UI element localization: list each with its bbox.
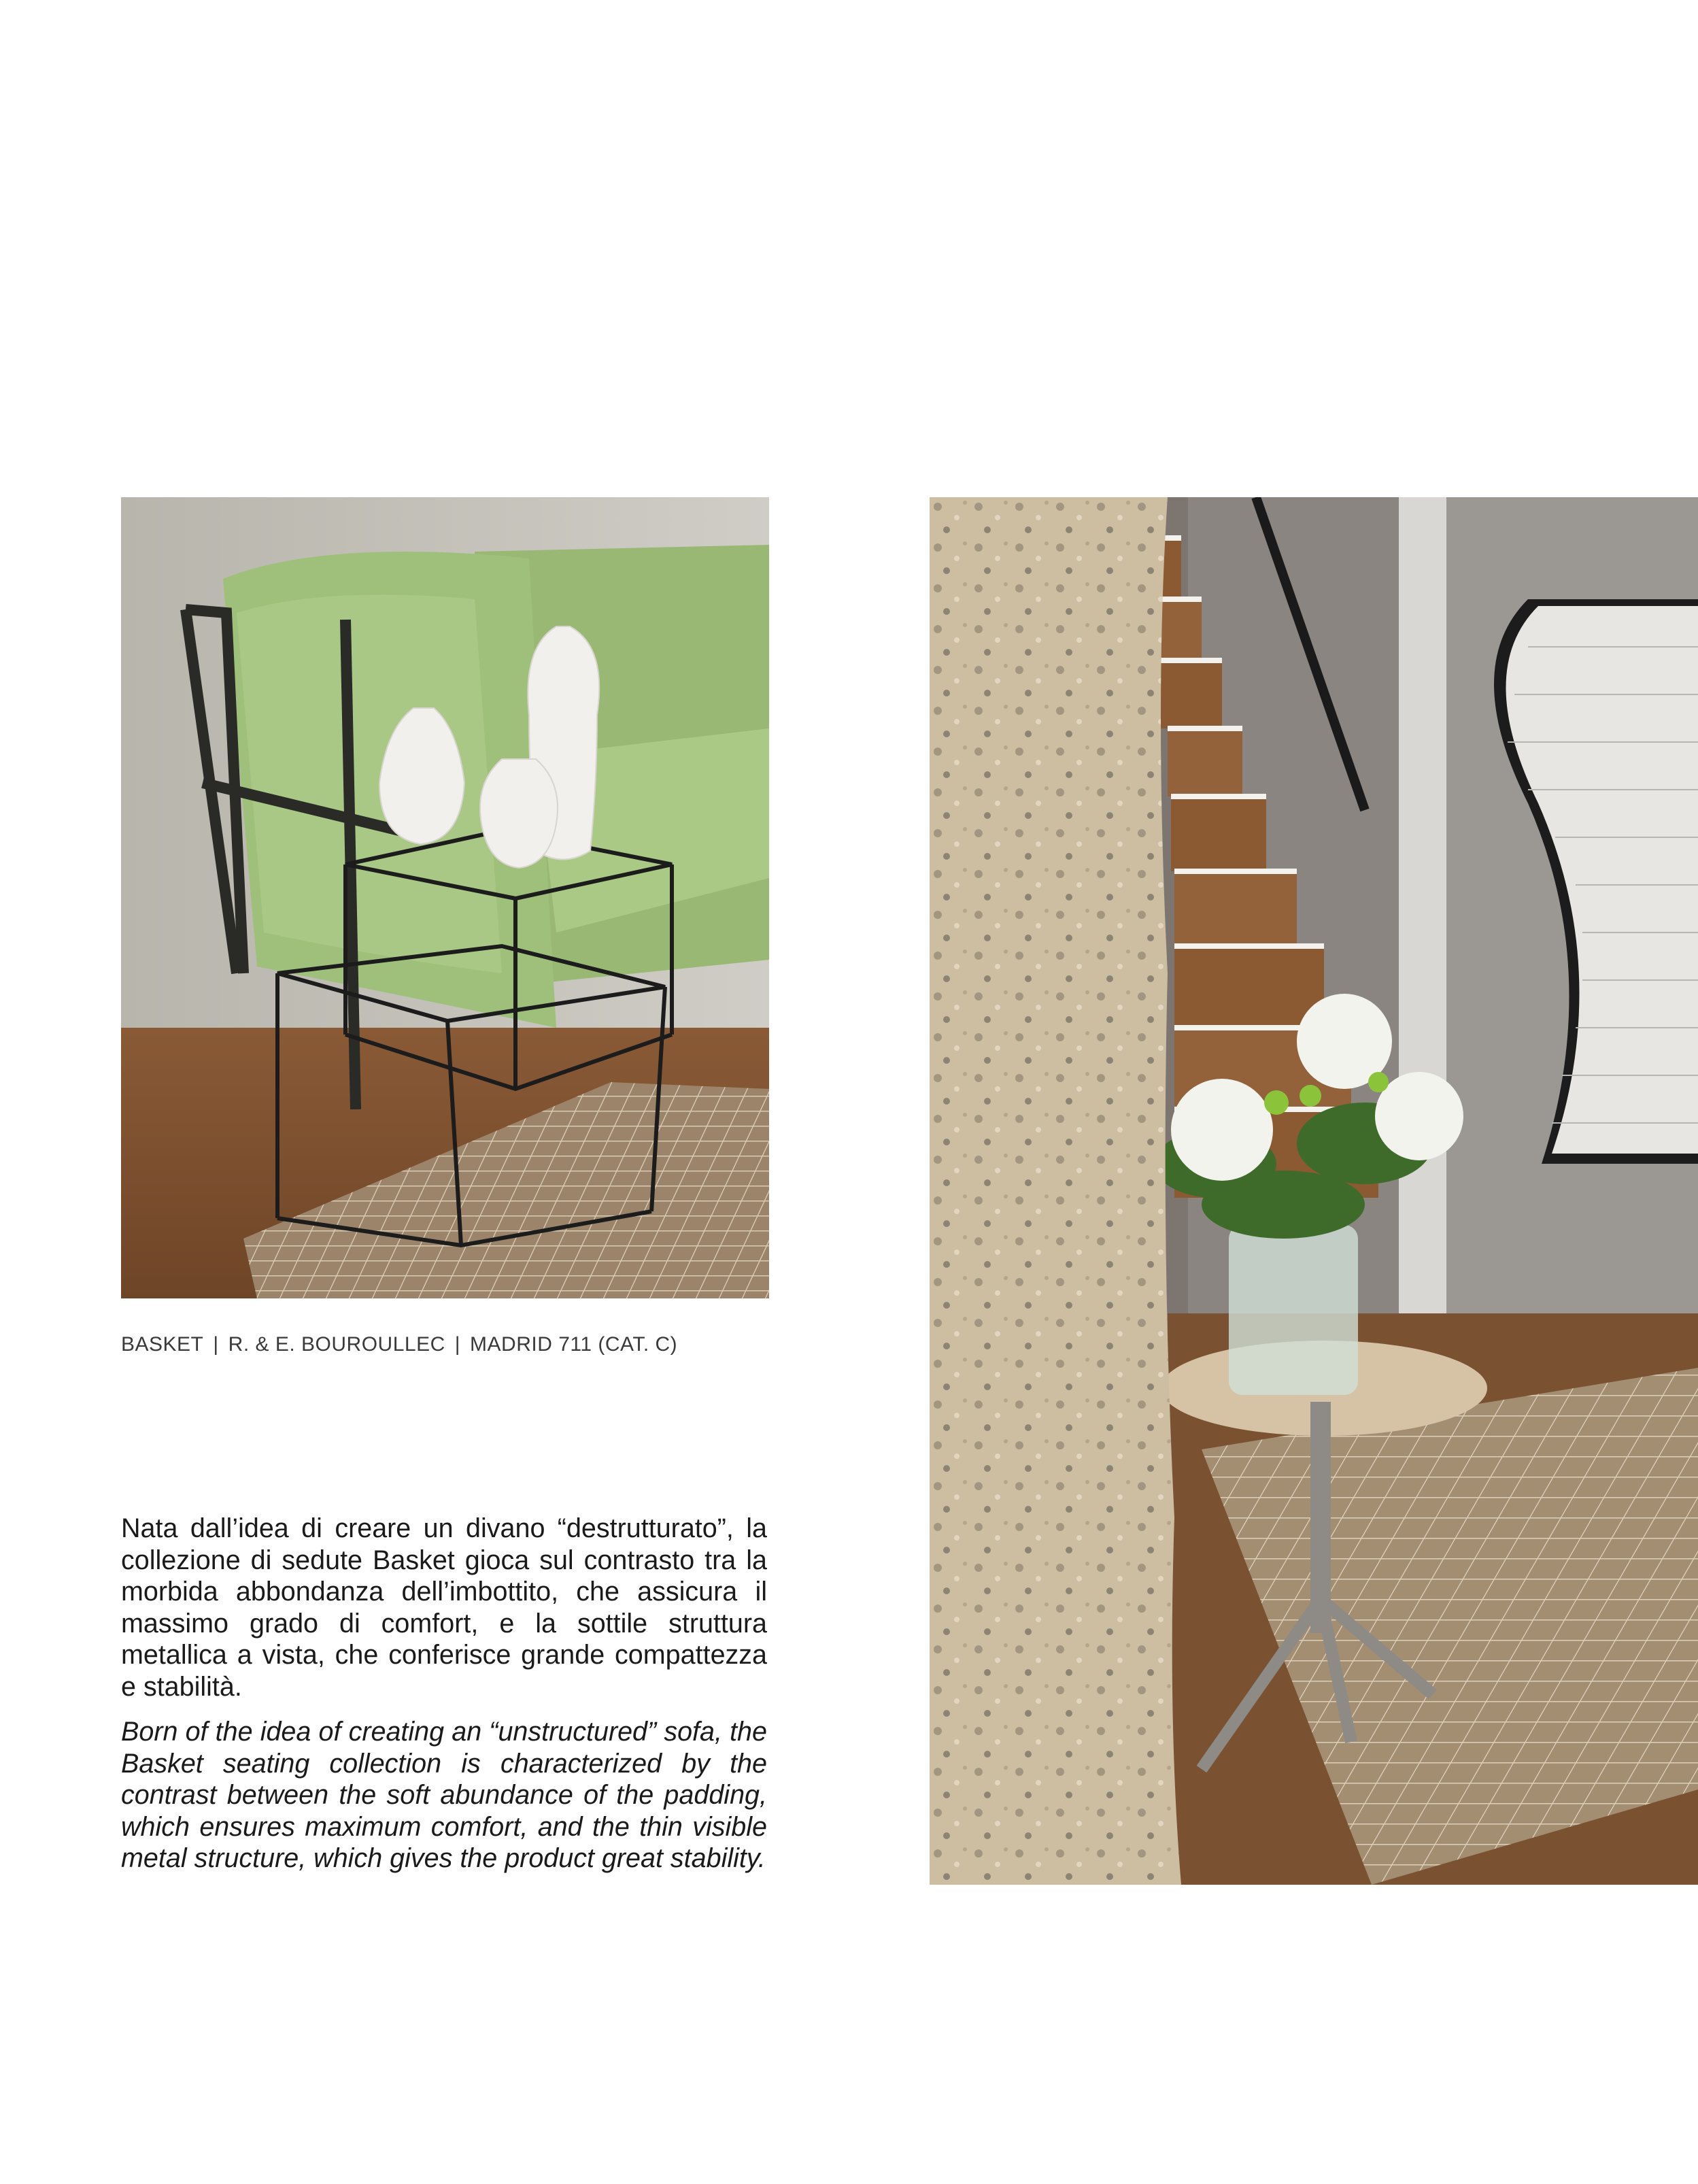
caption-product-name: BASKET [121,1333,204,1356]
caption-separator: | [213,1333,219,1356]
caption-separator: | [454,1333,461,1356]
photo-sofa-side-tables [121,497,769,1298]
description-english: Born of the idea of creating an “unstructured” sofa, the Basket seating collection is characterized by the contrast between the soft abundance of the padding, which ensures maximum comfort, and the thin visible metal structure, which gives the product great stability. [121,1717,767,1873]
sofa-photo-illustration [121,497,769,1298]
photo-interior-staircase [930,497,1698,1885]
interior-photo-illustration [930,497,1698,1885]
product-caption [121,1333,801,1356]
caption-fabric: MADRID 711 (CAT. C) [470,1333,678,1356]
description-italian: Nata dall’idea di creare un divano “destrutturato”, la collezione di sedute Basket gioca sul contrasto tra la morbida abbondanza dell’imbottito, che assicura il massimo grado di comfort, e la sottile struttura metallica a vista, che conferisce grande compattezza e stabilità. [121,1513,767,1702]
caption-designer: R. & E. BOUROULLEC [228,1333,445,1356]
